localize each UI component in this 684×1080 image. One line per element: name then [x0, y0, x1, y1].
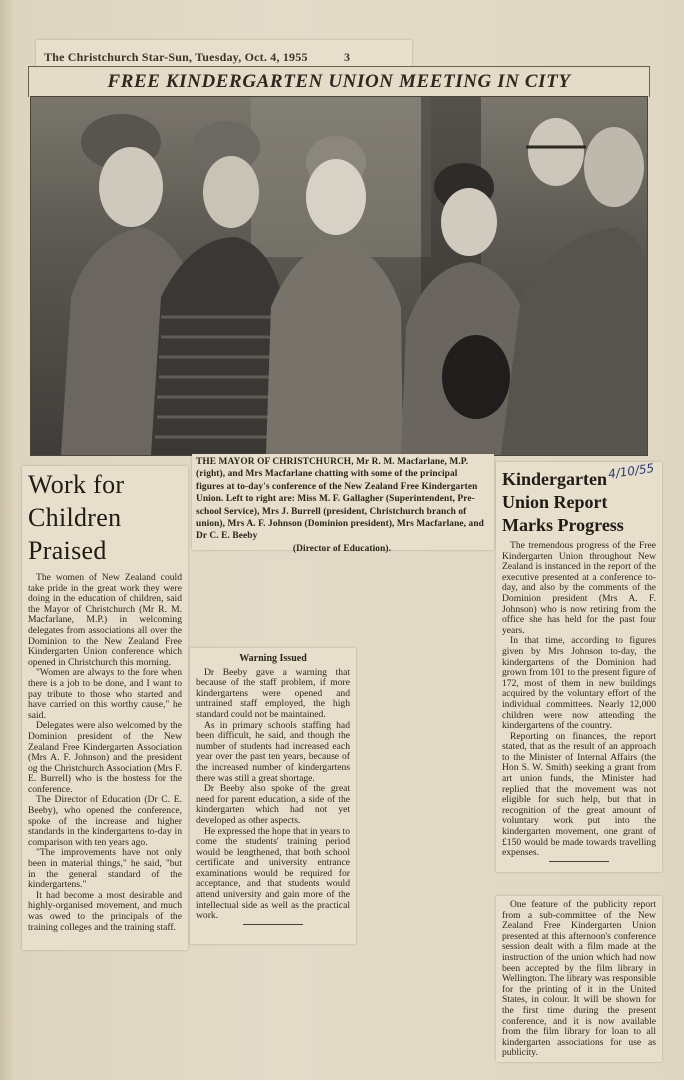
paragraph: "The improvements have not only been in material things," he said, "but in the general standard of the kindergartens."	[28, 847, 182, 891]
masthead-text: The Christchurch Star-Sun, Tuesday, Oct. 4, 1955	[44, 50, 308, 64]
article-work-for-children	[28, 468, 182, 933]
masthead	[44, 50, 414, 65]
article-warning-issued	[196, 654, 350, 925]
photo-figures-illustration	[31, 97, 647, 455]
article-kindergarten-report	[502, 468, 656, 862]
handwritten-date: 4/10/55	[607, 460, 656, 482]
photo-caption	[196, 456, 488, 555]
article-title-line: Marks Progress	[502, 515, 624, 535]
paragraph: In that time, according to figures given by Mrs Johnson to-day, the kindergartens of the Dominion had grown from 101 to the present figure of 172, most of them in new buildings acquired by the voluntary effort of the individual committees. Nearly 12,000 children were now attending the kindergartens of the country.	[502, 635, 656, 732]
article-title-line: Praised	[28, 536, 107, 565]
article-title-line: Work for	[28, 470, 125, 499]
page-number: 3	[344, 50, 351, 64]
paragraph: Delegates were also welcomed by the Dominion president of the New Zealand Free Kindergarten Association (Mrs A. F. Johnson) and the president og the Christchurch Association (Mrs F. E. Burrell) who is the hostess for the conference.	[28, 720, 182, 795]
end-rule	[243, 924, 303, 925]
paragraph: One feature of the publicity report from a sub-committee of the New Zealand Free Kindergarten Union presented at this afternoon's conference session dealt with a film made at the instruction of the union which had now been accepted by the film library in Wellington. The library was responsible for the printing of it in the United States, in colour. It will be shown for the first time during the present conference, and it is now available from the film library for loan to all kindergarten associations for use as publicity.	[502, 899, 656, 1059]
paragraph: Reporting on finances, the report stated, that as the result of an approach to the Minister of Internal Affairs (the Hon S. W. Smith) seeking a grant from art union funds, the Minister had replied that the movement was not eligible for such help, but that in recognition of the great amount of voluntary work put into the kindergarten movement, one grant of £150 would be made towards travelling expenses.	[502, 730, 656, 859]
paragraph: As in primary schools staffing had been difficult, he said, and though the number of students had increased each year over the past ten years, because of the increased number of kindergartens there was still a great shortage.	[196, 719, 350, 784]
caption-text: THE MAYOR OF CHRISTCHURCH, Mr R. M. Macfarlane, M.P. (right), and Mrs Macfarlane chatting with some of the principal figures at to-day's conference of the New Zealand Free Kindergarten Union. Left to right are: Miss M. F. Gallagher (Superintendent, Pre-school Service), Mrs J. Burrell (president, Christchurch branch of union), Mrs A. F. Johnson (Dominion president), Mrs Macfarlane, and Dr C. E. Beeby	[196, 457, 484, 542]
paragraph: Dr Beeby also spoke of the great need for parent education, a side of the kindergarten which had not yet developed as other aspects.	[196, 783, 350, 826]
article-title-line: Kindergarten	[502, 469, 607, 489]
paragraph: It had become a most desirable and highly-organised movement, and much was owed to the principals of the training colleges and the training staff.	[28, 889, 182, 933]
paragraph: "Women are always to the fore when there is a job to be done, and I want to pay tribute to those who started and have carried on this worthy cause," he said.	[28, 667, 182, 721]
paragraph: Dr Beeby gave a warning that because of the staff problem, if more kindergartens were opened and untrained staff employed, the high standard could not be maintained.	[196, 666, 350, 720]
paragraph: The women of New Zealand could take pride in the great work they were doing in the education of children, said the Mayor of Christchurch (Mr R. M. Macfarlane, M.P.) in welcoming delegates from associations all over the Dominion to the New Zealand Free Kindergarten Union conference which opened in Christchurch this morning.	[28, 572, 182, 668]
headline: FREE KINDERGARTEN UNION MEETING IN CITY	[28, 66, 650, 97]
paragraph: He expressed the hope that in years to come the students' training period would be lengthened, that both school certificate and university entrance examinations would be required for acceptance, and that students would attend university and gain more of the intellectual side as well as the practical work.	[196, 825, 350, 922]
article-title-line: Union Report	[502, 492, 608, 512]
paragraph: The tremendous progress of the Free Kindergarten Union throughout New Zealand is instanced in the report of the executive presented at a conference to-day, and also by the comments of the Dominion president (Mrs A. F. Johnson) who is now retiring from the office she has held for the past four years.	[502, 540, 656, 636]
caption-text-end: (Director of Education).	[292, 543, 392, 554]
article-title	[28, 468, 182, 567]
section-subhead: Warning Issued	[239, 653, 307, 664]
article-title	[502, 468, 656, 537]
paragraph: The Director of Education (Dr C. E. Beeby), who opened the conference, spoke of the increase and higher standards in the kindergartens to-day in comparison with ten years ago.	[28, 794, 182, 848]
group-photograph	[30, 96, 648, 456]
article-film-feature	[502, 900, 656, 1059]
end-rule	[549, 861, 609, 862]
article-title-line: Children	[28, 503, 122, 532]
